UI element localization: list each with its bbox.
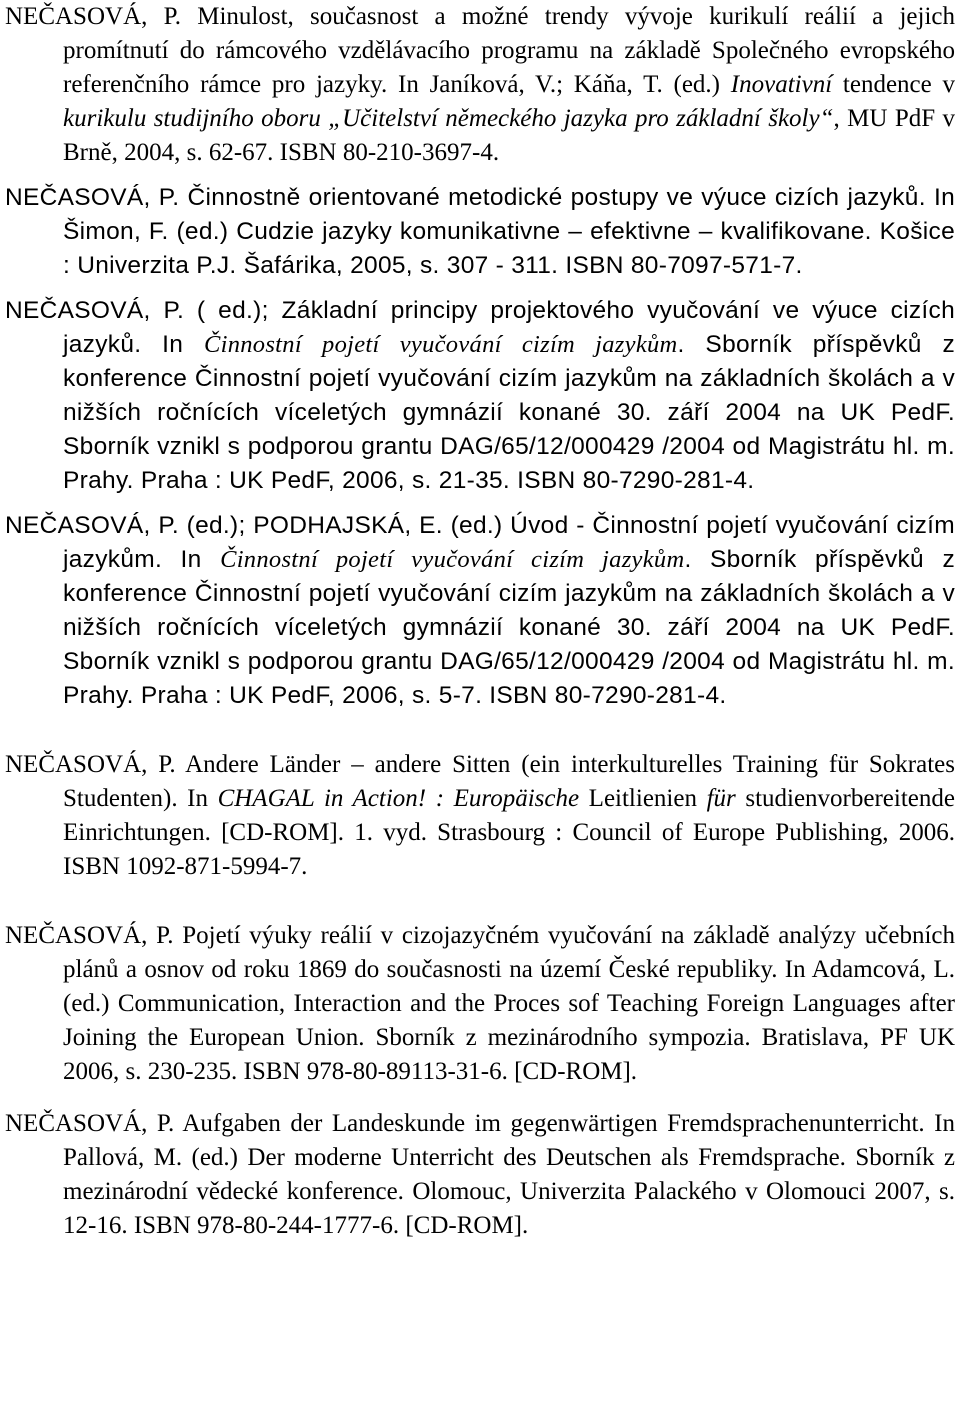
reference-text: NEČASOVÁ, P. ( ed.); Základní principy projektového vyučování ve výuce cizích jazyků. In xyxy=(5,297,955,358)
reference-entry xyxy=(5,1107,955,1243)
reference-text: NEČASOVÁ, P. Aufgaben der Landeskunde im gegenwärtigen Fremdsprachenunterricht. In Pallová, M. (ed.) Der moderne Unterricht des Deutschen als Fremdsprache. Sborník z mezinárodní vědecké konference. Olomouc, Univerzita Palackého v Olomouci 2007, s. 12-16. ISBN 978-80-244-1777-6. [CD-ROM]. xyxy=(5,1110,955,1239)
reference-text: NEČASOVÁ, P. Minulost, současnost a možné trendy vývoje kurikulí reálií a jejich promítnutí do rámcového vzdělávacího programu na základě Společného evropského referenčního rámce pro jazyky. In Janíková, V.; Káňa, T. (ed.) xyxy=(5,3,955,98)
reference-italic-text: CHAGAL in Action! : Europäische xyxy=(217,785,580,812)
reference-entry xyxy=(5,294,955,498)
reference-list xyxy=(5,0,955,1243)
reference-text: NEČASOVÁ, P. Andere Länder – andere Sitten (ein interkulturelles Training für Sokrates Studenten). In xyxy=(5,751,955,812)
reference-entry xyxy=(5,748,955,884)
reference-entry xyxy=(5,509,955,713)
reference-entry xyxy=(5,919,955,1089)
reference-entry xyxy=(5,181,955,283)
reference-italic-text: kurikulu studijního oboru „Učitelství německého jazyka pro základní školy“ xyxy=(63,105,834,132)
reference-italic-text: Činnostní pojetí vyučování cizím jazykům xyxy=(220,546,685,573)
reference-text: , MU PdF v Brně, 2004, s. 62-67. ISBN 80-210-3697-4. xyxy=(63,105,956,166)
reference-text: NEČASOVÁ, P. (ed.); PODHAJSKÁ, E. (ed.) Úvod - Činnostní pojetí vyučování cizím jazykům. In xyxy=(5,512,955,573)
reference-text: tendence v xyxy=(832,71,955,98)
reference-italic-text: für xyxy=(706,785,736,812)
reference-italic-text: Činnostní pojetí vyučování cizím jazykům xyxy=(203,331,678,358)
reference-text: Leitlienien xyxy=(579,785,707,812)
reference-italic-text: Inovativní xyxy=(730,71,833,98)
reference-text: . Sborník příspěvků z konference Činnostní pojetí vyučování cizím jazykům na základních školách a v nižších ročnících víceletých gymnázií konané 30. září 2004 na UK PedF. Sborník vznikl s podporou grantu DAG/65/12/000429 /2004 od Magistrátu hl. m. Prahy. Praha : UK PedF, 2006, s. 21-35. ISBN 80-7290-281-4. xyxy=(63,331,955,494)
reference-text: NEČASOVÁ, P. Činnostně orientované metodické postupy ve výuce cizích jazyků. In Šimon, F. (ed.) Cudzie jazyky komunikativne – efektivne – kvalifikovane. Košice : Univerzita P.J. Šafárika, 2005, s. 307 - 311. ISBN 80-7097-571-7. xyxy=(5,184,955,279)
reference-text: NEČASOVÁ, P. Pojetí výuky reálií v cizojazyčném vyučování na základě analýzy učebních plánů a osnov od roku 1869 do současnosti na území České republiky. In Adamcová, L. (ed.) Communication, Interaction and the Proces sof Teaching Foreign Languages after Joining the European Union. Sborník z mezinárodního sympozia. Bratislava, PF UK 2006, s. 230-235. ISBN 978-80-89113-31-6. [CD-ROM]. xyxy=(5,922,955,1085)
reference-entry xyxy=(5,0,955,170)
reference-text: studienvorbereitende Einrichtungen. [CD-ROM]. 1. vyd. Strasbourg : Council of Europe Publishing, 2006. ISBN 1092-871-5994-7. xyxy=(63,785,955,880)
reference-text: . Sborník příspěvků z konference Činnostní pojetí vyučování cizím jazykům na základních školách a v nižších ročnících víceletých gymnázií konané 30. září 2004 na UK PedF. Sborník vznikl s podporou grantu DAG/65/12/000429 /2004 od Magistrátu hl. m. Prahy. Praha : UK PedF, 2006, s. 5-7. ISBN 80-7290-281-4. xyxy=(63,546,955,709)
